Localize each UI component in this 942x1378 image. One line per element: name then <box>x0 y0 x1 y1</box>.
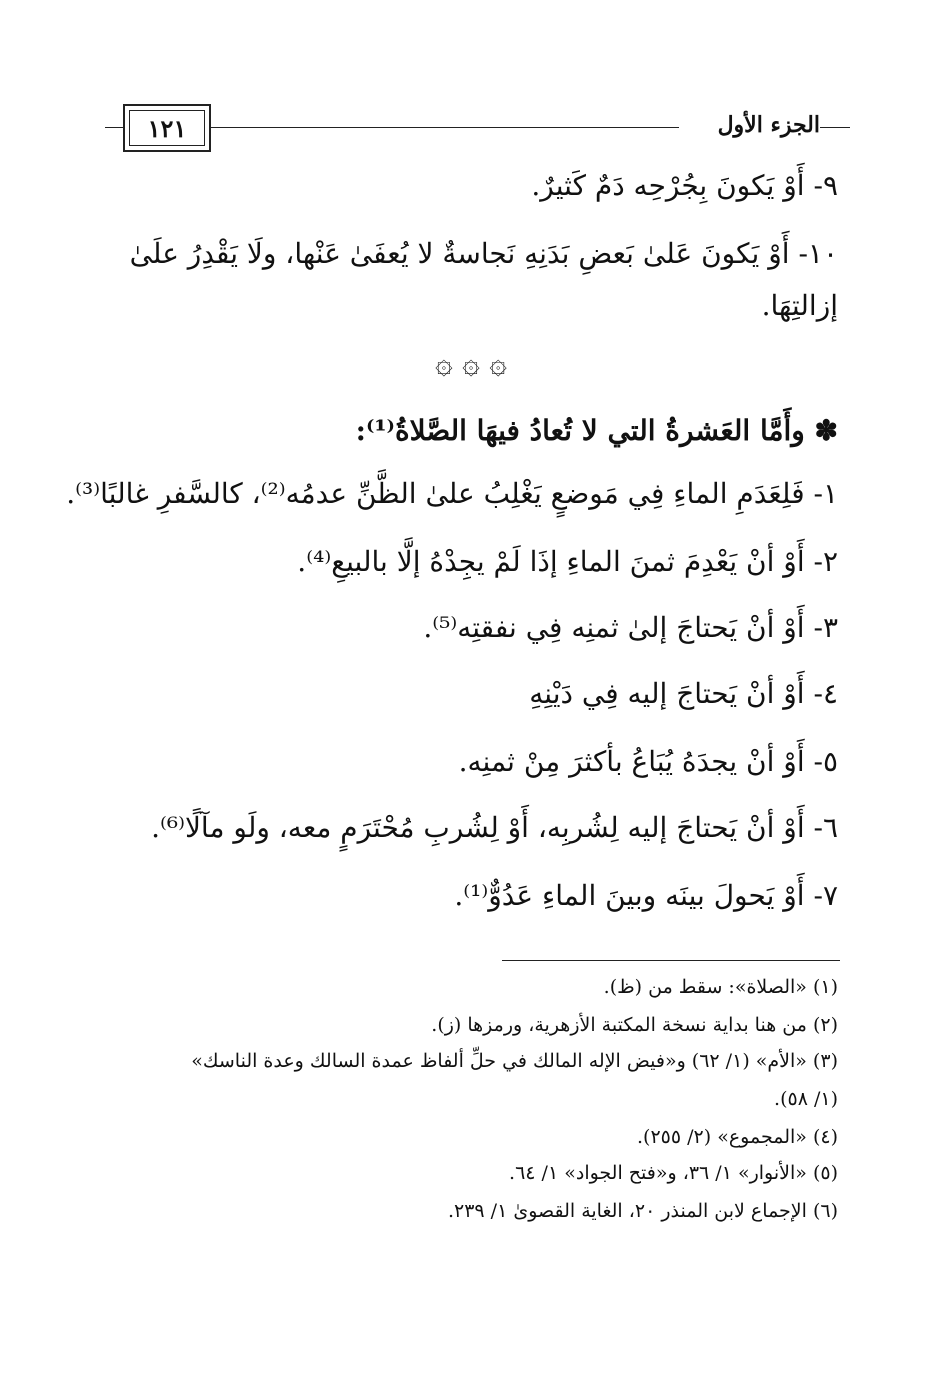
section-heading: ✽ وأَمَّا العَشرةُ التي لا تُعادُ فيهَا الصَّلاةُ⁽¹⁾: <box>355 414 838 447</box>
list-item-5: ٥- أَوْ أنْ يجدَهُ يُبَاعُ بأكثرَ مِنْ ثمنِه. <box>458 745 838 778</box>
footnote-1: (١) «الصلاة»: سقط من (ظ). <box>603 976 838 998</box>
header-rule-right <box>820 127 850 128</box>
list-item-3: ٣- أَوْ أنْ يَحتاجَ إلىٰ ثمنِه فِي نفقتِه⁽⁵⁾. <box>423 611 838 644</box>
text-line-10-cont: إزالتِهَا. <box>761 289 838 322</box>
footnote-4: (٤) «المجموع» (٢/ ٢٥٥). <box>637 1126 838 1148</box>
page-number-box <box>123 104 211 152</box>
list-item-7: ٧- أَوْ يَحولَ بينَه وبينَ الماءِ عَدُوٌّ⁽¹⁾. <box>454 879 838 912</box>
footnote-3-cont: (١/ ٥٨). <box>774 1088 838 1110</box>
page-number: ١٢١ <box>129 110 205 146</box>
footnote-5: (٥) «الأنوار» ١/ ٣٦، و«فتح الجواد» ١/ ٦٤. <box>509 1162 838 1184</box>
header-rule-middle <box>211 127 679 128</box>
list-item-4: ٤- أَوْ أنْ يَحتاجَ إليه فِي دَيْنِهِ <box>529 677 838 710</box>
footnote-separator <box>502 960 840 961</box>
page-header <box>105 100 850 156</box>
footnote-2: (٢) من هنا بداية نسخة المكتبة الأزهرية، ورمزها (ز). <box>431 1014 838 1036</box>
list-item-1: ١- فَلِعَدَمِ الماءِ فِي مَوضعٍ يَغْلِبُ علىٰ الظَّنِّ عدمُه⁽²⁾، كالسَّفرِ غالبًا⁽³⁾. <box>66 477 838 510</box>
text-line-10: ١٠- أَوْ يَكونَ عَلىٰ بَعضِ بَدَنِهِ نَجاسةٌ لا يُعفَىٰ عَنْها، ولَا يَقْدِرُ علَىٰ <box>129 237 838 270</box>
header-rule-left <box>105 127 123 128</box>
running-title: الجزء الأول <box>717 112 820 138</box>
list-item-2: ٢- أَوْ أنْ يَعْدِمَ ثمنَ الماءِ إذَا لَمْ يجِدْهُ إلَّا بالبيعِ⁽⁴⁾. <box>297 545 838 578</box>
footnote-6: (٦) الإجماع لابن المنذر ٢٠، الغاية القصوىٰ ١/ ٢٣٩. <box>447 1200 838 1222</box>
text-line-9: ٩- أَوْ يَكونَ بِجُرْحِه دَمٌ كَثيرٌ. <box>531 169 838 202</box>
list-item-6: ٦- أَوْ أنْ يَحتاجَ إليه لِشُربِه، أَوْ لِشُربِ مُحْتَرَمٍ معه، ولَو مآلًا⁽⁶⁾. <box>151 811 838 844</box>
ornament-divider: ۞ ۞ ۞ <box>435 346 507 381</box>
footnote-3: (٣) «الأم» (١/ ٦٢) و«فيض الإله المالك في حلِّ ألفاظ عمدة السالك وعدة الناسك» <box>191 1050 838 1072</box>
